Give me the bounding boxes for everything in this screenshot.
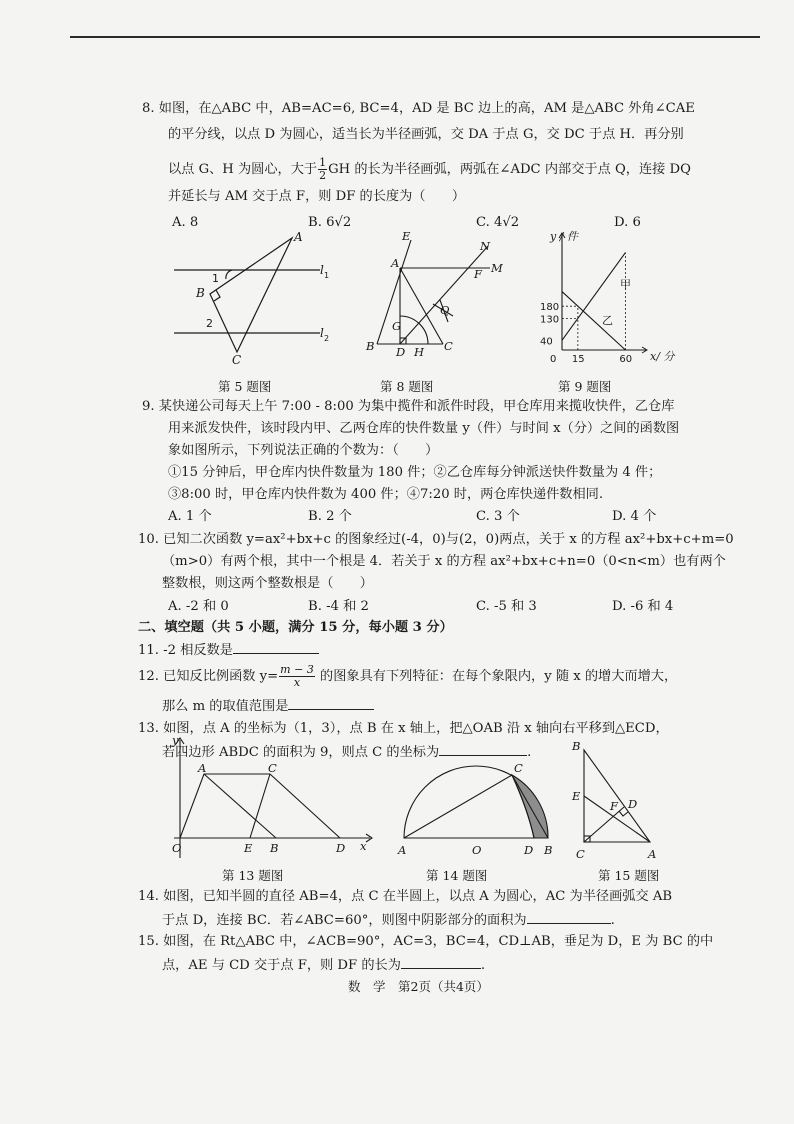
- fig8-label-b: B: [366, 339, 375, 353]
- fig15-label-e: E: [572, 789, 581, 803]
- fig15-label-d: D: [628, 797, 638, 811]
- fig5-angle-2: 2: [206, 317, 213, 330]
- fig5-caption: 第 5 题图: [218, 379, 272, 394]
- q10-option-d: D. -6 和 4: [612, 599, 674, 614]
- q10-option-c: C. -5 和 3: [476, 599, 537, 614]
- q8-option-d: D. 6: [614, 215, 641, 230]
- fig15-caption: 第 15 题图: [598, 868, 660, 883]
- q15-line1: 15. 如图，在 Rt△ABC 中，∠ACB=90°，AC=3，BC=4，CD⊥AB，垂足为 D，E 为 BC 的中: [138, 934, 714, 949]
- q8-frac-den: 2: [319, 169, 327, 182]
- fig9-series-yi: 乙: [602, 314, 613, 327]
- fig8-labels: [365, 229, 504, 359]
- figure-row-2: [160, 730, 680, 870]
- fig13-drawing: [174, 738, 372, 858]
- q8-option-a: A. 8: [172, 215, 199, 230]
- fig9-chart: [540, 233, 647, 365]
- q14-answer-blank[interactable]: [527, 910, 611, 924]
- q9-option-b: B. 2 个: [308, 509, 352, 524]
- q8-line4: 并延长与 AM 交于点 F，则 DF 的长度为（ ）: [168, 189, 466, 204]
- fig8-label-q: Q: [440, 303, 450, 317]
- q9-line2: 用来派发快件，该时段内甲、乙两仓库的快件数量 y（件）与时间 x（分）之间的函数图: [168, 421, 680, 436]
- fig15-right-angle-d: [619, 811, 628, 816]
- fig8-label-e: E: [402, 229, 411, 243]
- fig13-label-y: y: [172, 733, 179, 747]
- q12-frac-num: m − 3: [280, 663, 314, 676]
- fig15-label-a: A: [648, 847, 657, 861]
- q13-line2-text: 若四边形 ABDC 的面积为 9，则点 C 的坐标为: [162, 745, 440, 760]
- fig9-series-line-1: [562, 253, 625, 341]
- fig5-label-l1: l: [320, 263, 324, 277]
- q12-frac-den: x: [293, 676, 301, 689]
- section-2-heading: 二、填空题（共 5 小题，满分 15 分，每小题 3 分）: [138, 620, 453, 635]
- q8-frac-num: 1: [319, 156, 327, 169]
- fig9-xtick-60: 60: [619, 354, 633, 365]
- q9-option-c: C. 3 个: [476, 509, 520, 524]
- q15-line2-text: 点，AE 与 CD 交于点 F，则 DF 的长为: [162, 958, 401, 973]
- q8-line2: 的平分线，以点 D 为圆心，适当长为半径画弧，交 DA 于点 G，交 DC 于点 H．再分别: [168, 127, 684, 142]
- fig8-label-h: H: [414, 345, 425, 359]
- q12-line1: [138, 664, 677, 689]
- fig5-label-a: A: [294, 230, 303, 244]
- fig14-label-d: D: [524, 843, 534, 857]
- fig9-ytick-130: 130: [540, 314, 560, 326]
- q12-end: 的图象具有下列特征：在每个象限内，y 随 x 的增大而增大，: [315, 669, 678, 684]
- q14-line2: [162, 910, 615, 929]
- fig8-label-f: F: [474, 267, 482, 281]
- fig13-segment-ab: [204, 774, 276, 838]
- fig9-series-jia: 甲: [620, 278, 631, 291]
- q9-line5: ③8:00 时，甲仓库内快件数为 400 件；④7:20 时，两仓库快递件数相同.: [168, 487, 604, 502]
- q9-option-d: D. 4 个: [612, 509, 657, 524]
- fig15-drawing: [584, 750, 650, 842]
- q12-line2-text: 那么 m 的取值范围是: [162, 699, 289, 714]
- q13-line1: 13. 如图，点 A 的坐标为（1，3），点 B 在 x 轴上，把△OAB 沿 x 轴向右平移到△ECD，: [138, 721, 669, 736]
- fig9-ytick-40: 40: [540, 336, 553, 348]
- fig14-label-o: O: [472, 843, 482, 857]
- q10-line1: 10. 已知二次函数 y=ax²+bx+c 的图象经过(-4，0)与(2，0)两点，关于 x 的方程 ax²+bx+c+m=0: [138, 532, 734, 547]
- fig5-right-angle: [214, 290, 220, 301]
- page-footer: 数 学 第2页（共4页）: [348, 979, 489, 994]
- fig8-label-n: N: [480, 239, 491, 253]
- q8-line3: [168, 157, 691, 182]
- fig13-labels: [171, 733, 367, 855]
- fig14-caption: 第 14 题图: [426, 868, 488, 883]
- fig5-label-l2: l: [320, 326, 324, 340]
- q9-line4: ①15 分钟后，甲仓库内快件数量为 180 件；②乙仓库每分钟派送快件数量为 4 件；: [168, 465, 662, 480]
- figure-row-1: [160, 226, 680, 376]
- fig8-label-m: M: [491, 261, 503, 275]
- fig14-drawing: [404, 766, 548, 838]
- fig9-caption: 第 9 题图: [558, 379, 612, 394]
- q14-period: .: [610, 913, 615, 928]
- fig8-ray-dq: [400, 246, 488, 344]
- fig5-triangle: [210, 238, 292, 352]
- q14-line2-text: 于点 D，连接 BC．若∠ABC=60°，则图中阴影部分的面积为: [162, 913, 527, 928]
- fig13-segment-ce: [250, 774, 270, 838]
- q13-period: .: [527, 745, 532, 760]
- q15-answer-blank[interactable]: [401, 955, 481, 969]
- q12-line2: [162, 696, 374, 715]
- fig14-chord-bc: [512, 775, 548, 838]
- q10-option-a: A. -2 和 0: [168, 599, 229, 614]
- fig5-labels: [195, 230, 329, 367]
- q9-line3: 象如图所示，下列说法正确的个数为：（ ）: [168, 443, 439, 458]
- q8-option-b: B. 6√2: [308, 215, 352, 230]
- fig8-caption: 第 8 题图: [380, 379, 434, 394]
- fig9-series-line-2: [562, 292, 625, 350]
- fig5-angle-1: 1: [212, 272, 219, 285]
- q11: [138, 640, 319, 659]
- q8-option-c: C. 4√2: [476, 215, 520, 230]
- q10-option-b: B. -4 和 2: [308, 599, 369, 614]
- fig13-label-a: A: [198, 761, 207, 775]
- fig5-label-l1-sub: 1: [324, 271, 330, 280]
- fig9-xtick-0: 0: [550, 354, 557, 365]
- fig13-label-x: x: [360, 839, 367, 853]
- q12-fraction: [279, 664, 315, 689]
- fig15-label-c: C: [576, 847, 585, 861]
- q12-answer-blank[interactable]: [288, 696, 374, 710]
- q14-line1: 14. 如图，已知半圆的直径 AB=4，点 C 在半圆上，以点 A 为圆心，AC 为半径画弧交 AB: [138, 889, 673, 904]
- fig13-label-c: C: [268, 761, 277, 775]
- q10-line3: 整数根，则这两个整数根是（ ）: [162, 576, 373, 591]
- fig13-label-d: D: [336, 841, 346, 855]
- q8-line3-end: GH 的长为半径画弧，两弧在∠ADC 内部交于点 Q，连接 DQ: [328, 162, 691, 177]
- fig15-label-f: F: [610, 799, 618, 813]
- fig14-chord-ac: [404, 775, 512, 838]
- fig9-ylabel: y / 件: [550, 230, 578, 243]
- fig8-label-g: G: [392, 319, 402, 333]
- fig9-xlabel: x/ 分: [650, 350, 675, 363]
- fig13-label-b: B: [270, 841, 279, 855]
- fig5-label-l2-sub: 2: [324, 334, 330, 343]
- fig14-label-c: C: [514, 761, 523, 775]
- q15-period: .: [480, 958, 486, 973]
- fig13-caption: 第 13 题图: [222, 868, 284, 883]
- q11-answer-blank[interactable]: [233, 640, 319, 654]
- q8-line1: 8. 如图，在△ABC 中，AB=AC=6, BC=4，AD 是 BC 边上的高，AM 是△ABC 外角∠CAE: [142, 101, 695, 116]
- fig5-angle1-arc: [226, 270, 232, 279]
- fig8-label-d: D: [396, 345, 406, 359]
- q12-start: 12. 已知反比例函数 y=: [138, 669, 279, 684]
- q9-option-a: A. 1 个: [168, 509, 212, 524]
- fig8-label-c: C: [444, 339, 453, 353]
- fig13-label-o: O: [172, 841, 182, 855]
- fig9-xtick-15: 15: [571, 354, 585, 365]
- fig8-label-a: A: [391, 256, 400, 270]
- q9-line1: 9. 某快递公司每天上午 7:00 - 8:00 为集中揽件和派件时段，甲仓库用来揽收快件，乙仓库: [142, 399, 675, 414]
- q15-line2: [162, 955, 485, 974]
- fig14-label-a: A: [398, 843, 407, 857]
- fig14-label-b: B: [544, 843, 553, 857]
- fig9-ytick-180: 180: [540, 302, 560, 314]
- fig13-label-e: E: [244, 841, 253, 855]
- q8-line3-start: 以点 G、H 为圆心，大于: [168, 162, 318, 177]
- fig15-label-b: B: [572, 739, 581, 753]
- fig15-triangle: [584, 750, 650, 842]
- q10-line2: （m>0）有两个根，其中一个根是 4．若关于 x 的方程 ax²+bx+c+n=0（0<n<m）也有两个: [162, 554, 726, 569]
- fig5-label-b: B: [196, 286, 205, 300]
- fig5-label-c: C: [232, 353, 242, 367]
- q11-text: 11. -2 相反数是: [138, 643, 233, 658]
- q8-fraction: [318, 157, 327, 182]
